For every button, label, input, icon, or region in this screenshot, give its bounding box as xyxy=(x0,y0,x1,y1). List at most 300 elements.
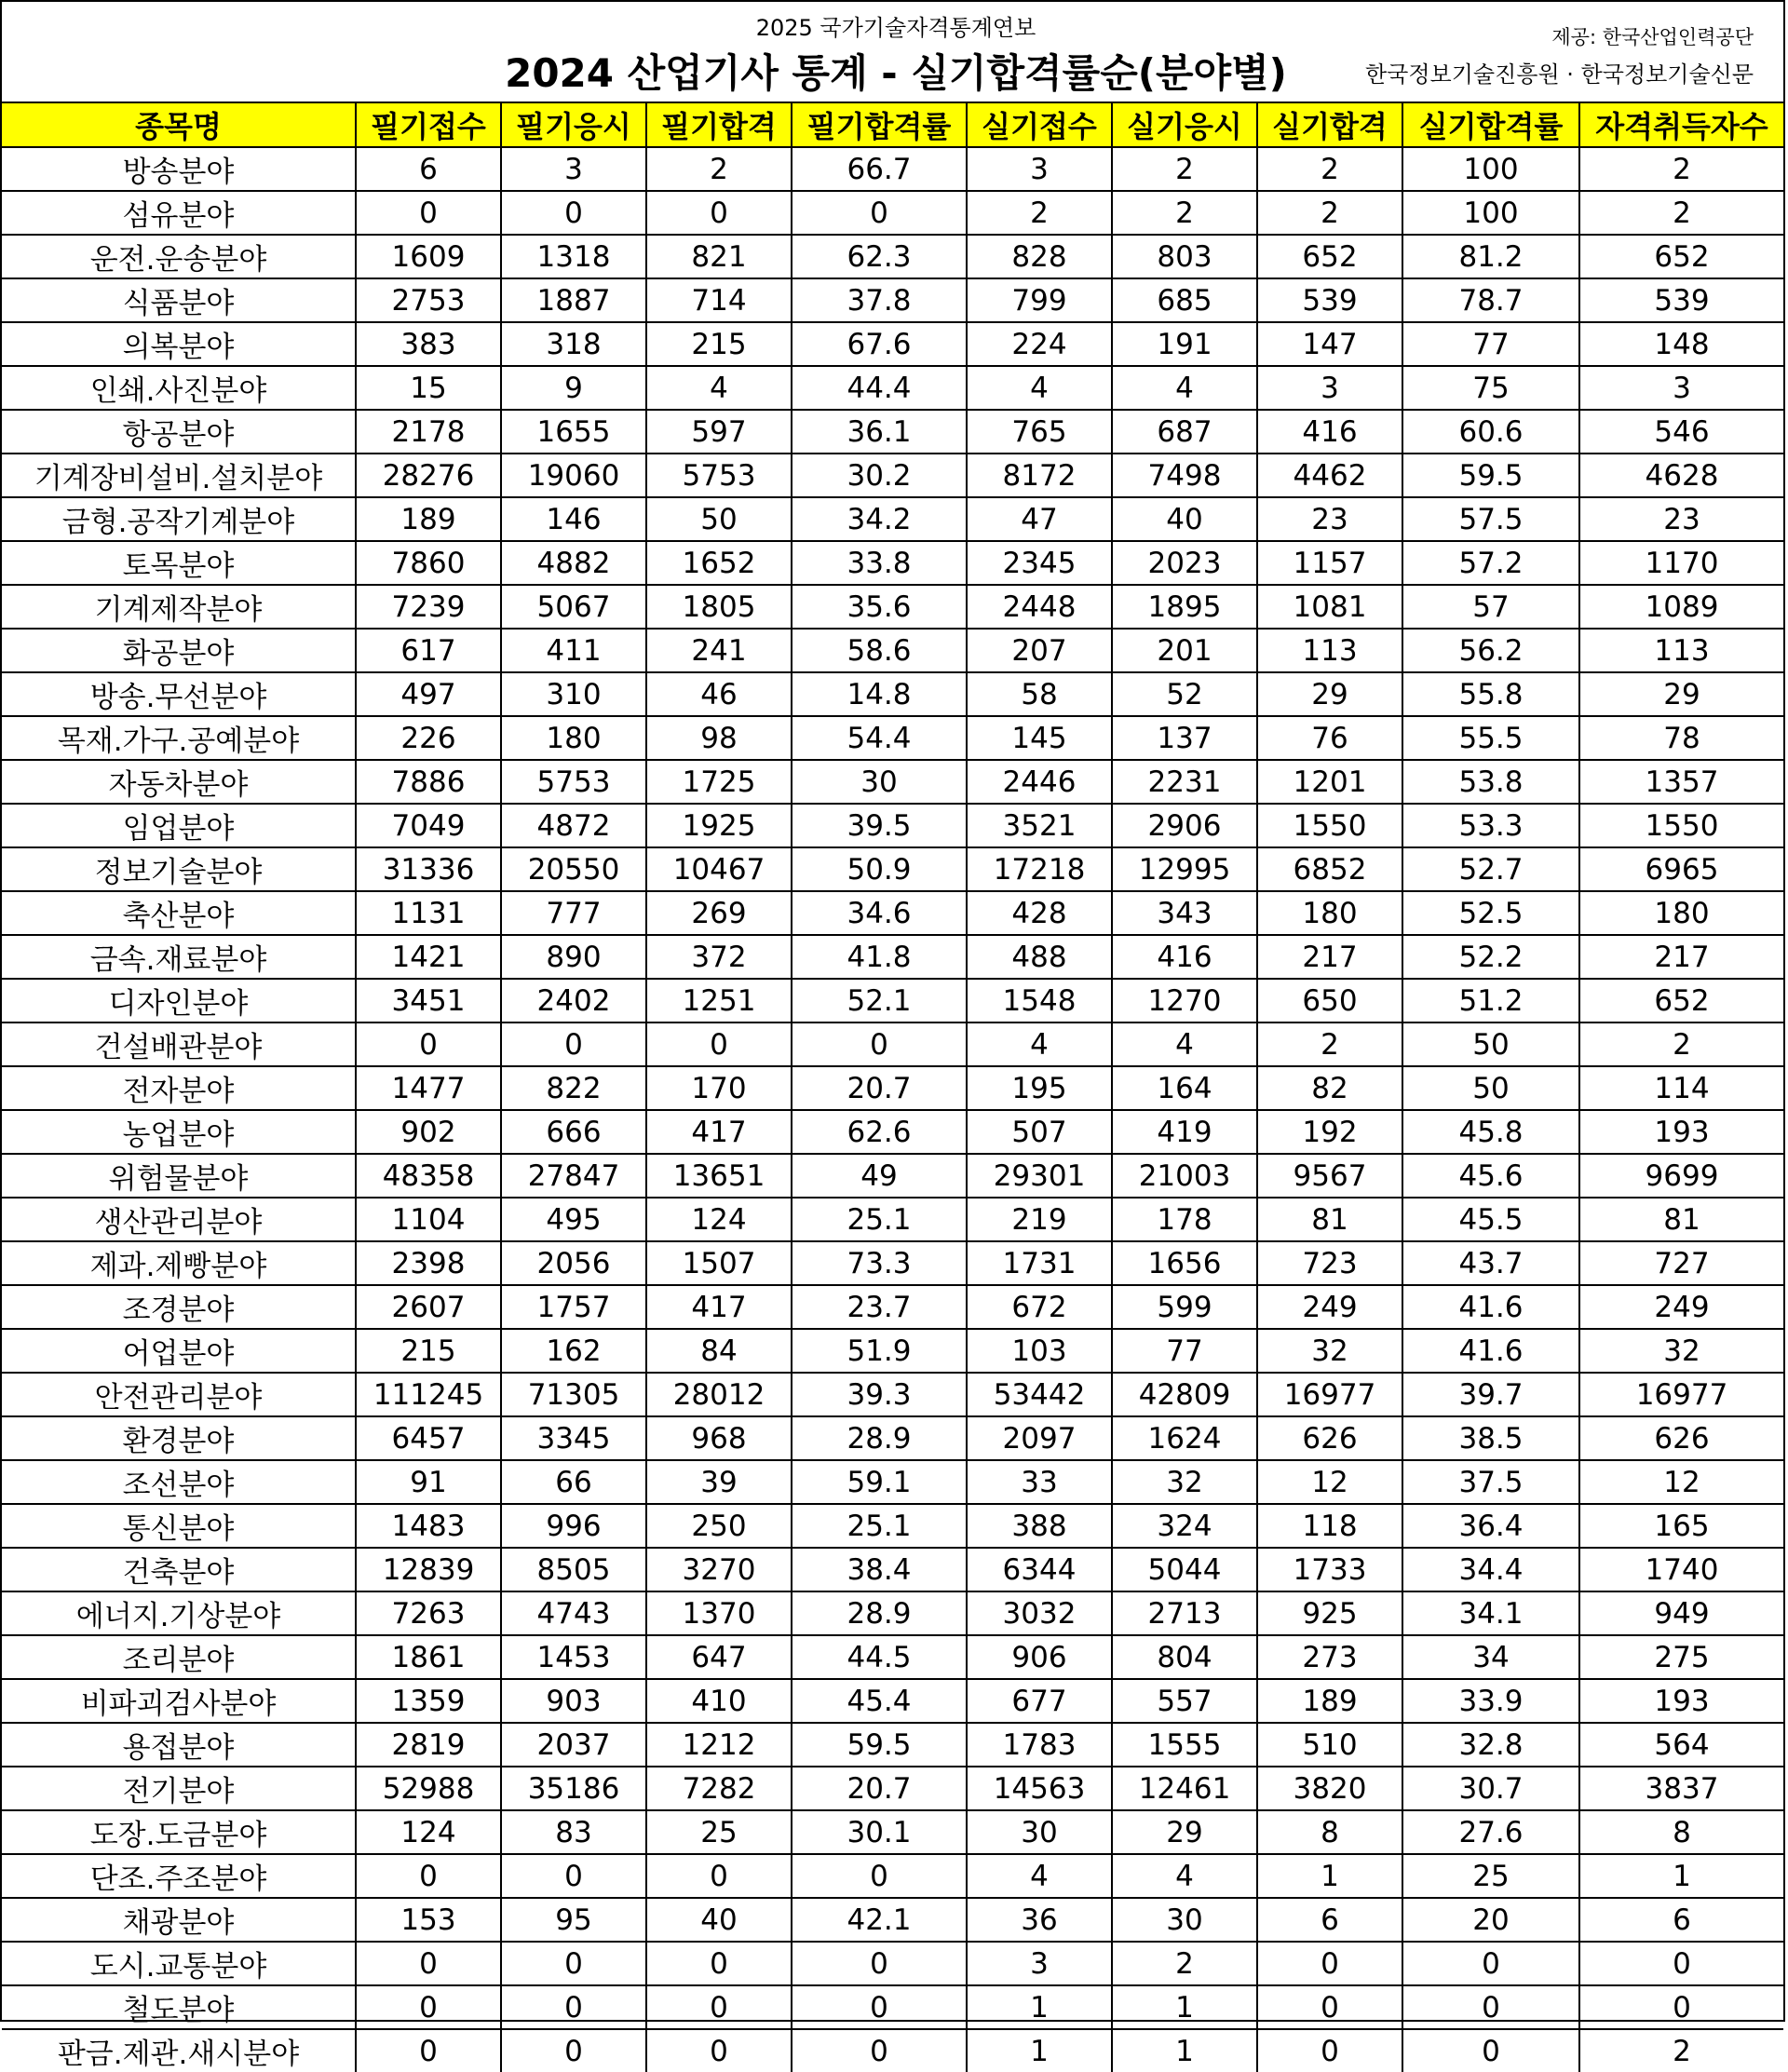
value-cell: 43.7 xyxy=(1402,1241,1579,1285)
value-cell: 318 xyxy=(501,322,646,366)
value-cell: 219 xyxy=(967,1198,1112,1241)
table-row xyxy=(2,847,1783,891)
value-cell: 925 xyxy=(1257,1591,1402,1635)
value-cell: 91 xyxy=(356,1460,501,1504)
value-cell: 41.6 xyxy=(1402,1329,1579,1373)
value-cell: 777 xyxy=(501,891,646,935)
value-cell: 78 xyxy=(1579,716,1783,760)
value-cell: 2448 xyxy=(967,585,1112,629)
value-cell: 0 xyxy=(1402,1985,1579,2029)
value-cell: 19060 xyxy=(501,454,646,497)
value-cell: 25 xyxy=(646,1810,792,1854)
value-cell: 7498 xyxy=(1112,454,1257,497)
value-cell: 153 xyxy=(356,1898,501,1942)
value-cell: 55.8 xyxy=(1402,672,1579,716)
value-cell: 4 xyxy=(646,366,792,410)
category-name-cell: 항공분야 xyxy=(2,410,356,454)
value-cell: 3820 xyxy=(1257,1767,1402,1810)
value-cell: 32.8 xyxy=(1402,1723,1579,1767)
value-cell: 53.3 xyxy=(1402,804,1579,847)
category-name-cell: 조선분야 xyxy=(2,1460,356,1504)
value-cell: 0 xyxy=(1257,1985,1402,2029)
table-row xyxy=(2,1329,1783,1373)
value-cell: 416 xyxy=(1257,410,1402,454)
value-cell: 189 xyxy=(356,497,501,541)
category-name-cell: 축산분야 xyxy=(2,891,356,935)
value-cell: 81.2 xyxy=(1402,235,1579,278)
table-row xyxy=(2,1110,1783,1154)
column-header: 필기합격 xyxy=(646,103,792,147)
value-cell: 34 xyxy=(1402,1635,1579,1679)
value-cell: 495 xyxy=(501,1198,646,1241)
value-cell: 23 xyxy=(1257,497,1402,541)
value-cell: 3 xyxy=(967,147,1112,191)
value-cell: 1548 xyxy=(967,979,1112,1022)
value-cell: 1270 xyxy=(1112,979,1257,1022)
category-name-cell: 통신분야 xyxy=(2,1504,356,1548)
value-cell: 599 xyxy=(1112,1285,1257,1329)
value-cell: 0 xyxy=(1257,1942,1402,1985)
value-cell: 30.2 xyxy=(792,454,967,497)
value-cell: 1483 xyxy=(356,1504,501,1548)
value-cell: 52.1 xyxy=(792,979,967,1022)
value-cell: 968 xyxy=(646,1416,792,1460)
category-name-cell: 토목분야 xyxy=(2,541,356,585)
value-cell: 1170 xyxy=(1579,541,1783,585)
value-cell: 417 xyxy=(646,1110,792,1154)
value-cell: 372 xyxy=(646,935,792,979)
table-row xyxy=(2,1066,1783,1110)
value-cell: 27.6 xyxy=(1402,1810,1579,1854)
category-name-cell: 화공분야 xyxy=(2,629,356,672)
value-cell: 0 xyxy=(356,1854,501,1898)
value-cell: 417 xyxy=(646,1285,792,1329)
value-cell: 1131 xyxy=(356,891,501,935)
value-cell: 324 xyxy=(1112,1504,1257,1548)
value-cell: 217 xyxy=(1257,935,1402,979)
value-cell: 0 xyxy=(646,1942,792,1985)
value-cell: 996 xyxy=(501,1504,646,1548)
value-cell: 2402 xyxy=(501,979,646,1022)
value-cell: 3 xyxy=(501,147,646,191)
value-cell: 3345 xyxy=(501,1416,646,1460)
value-cell: 6344 xyxy=(967,1548,1112,1591)
value-cell: 35186 xyxy=(501,1767,646,1810)
table-row xyxy=(2,1285,1783,1329)
value-cell: 3451 xyxy=(356,979,501,1022)
table-row xyxy=(2,2029,1783,2072)
value-cell: 2 xyxy=(1579,191,1783,235)
value-cell: 28012 xyxy=(646,1373,792,1416)
value-cell: 1656 xyxy=(1112,1241,1257,1285)
value-cell: 2713 xyxy=(1112,1591,1257,1635)
value-cell: 4628 xyxy=(1579,454,1783,497)
value-cell: 1477 xyxy=(356,1066,501,1110)
value-cell: 44.5 xyxy=(792,1635,967,1679)
value-cell: 906 xyxy=(967,1635,1112,1679)
value-cell: 510 xyxy=(1257,1723,1402,1767)
value-cell: 193 xyxy=(1579,1110,1783,1154)
value-cell: 53.8 xyxy=(1402,760,1579,804)
value-cell: 2906 xyxy=(1112,804,1257,847)
value-cell: 50 xyxy=(646,497,792,541)
value-cell: 804 xyxy=(1112,1635,1257,1679)
value-cell: 1370 xyxy=(646,1591,792,1635)
category-name-cell: 전자분야 xyxy=(2,1066,356,1110)
value-cell: 180 xyxy=(1257,891,1402,935)
category-name-cell: 건축분야 xyxy=(2,1548,356,1591)
value-cell: 215 xyxy=(356,1329,501,1373)
value-cell: 4 xyxy=(967,1022,1112,1066)
value-cell: 66 xyxy=(501,1460,646,1504)
category-name-cell: 위험물분야 xyxy=(2,1154,356,1198)
category-name-cell: 환경분야 xyxy=(2,1416,356,1460)
value-cell: 40 xyxy=(1112,497,1257,541)
value-cell: 1089 xyxy=(1579,585,1783,629)
value-cell: 217 xyxy=(1579,935,1783,979)
value-cell: 428 xyxy=(967,891,1112,935)
value-cell: 48358 xyxy=(356,1154,501,1198)
value-cell: 7860 xyxy=(356,541,501,585)
value-cell: 29301 xyxy=(967,1154,1112,1198)
value-cell: 29 xyxy=(1579,672,1783,716)
value-cell: 29 xyxy=(1112,1810,1257,1854)
table-row xyxy=(2,1767,1783,1810)
value-cell: 666 xyxy=(501,1110,646,1154)
value-cell: 1 xyxy=(1257,1854,1402,1898)
table-row xyxy=(2,1504,1783,1548)
value-cell: 1507 xyxy=(646,1241,792,1285)
value-cell: 45.8 xyxy=(1402,1110,1579,1154)
value-cell: 6 xyxy=(1579,1898,1783,1942)
value-cell: 46 xyxy=(646,672,792,716)
category-name-cell: 도장.도금분야 xyxy=(2,1810,356,1854)
value-cell: 0 xyxy=(792,1854,967,1898)
value-cell: 250 xyxy=(646,1504,792,1548)
value-cell: 73.3 xyxy=(792,1241,967,1285)
value-cell: 507 xyxy=(967,1110,1112,1154)
value-cell: 903 xyxy=(501,1679,646,1723)
value-cell: 6457 xyxy=(356,1416,501,1460)
value-cell: 51.9 xyxy=(792,1329,967,1373)
value-cell: 58 xyxy=(967,672,1112,716)
value-cell: 49 xyxy=(792,1154,967,1198)
value-cell: 42.1 xyxy=(792,1898,967,1942)
category-name-cell: 자동차분야 xyxy=(2,760,356,804)
value-cell: 2 xyxy=(1579,147,1783,191)
value-cell: 53442 xyxy=(967,1373,1112,1416)
value-cell: 416 xyxy=(1112,935,1257,979)
value-cell: 1453 xyxy=(501,1635,646,1679)
value-cell: 9699 xyxy=(1579,1154,1783,1198)
value-cell: 12839 xyxy=(356,1548,501,1591)
value-cell: 539 xyxy=(1257,278,1402,322)
value-cell: 2 xyxy=(1579,1022,1783,1066)
value-cell: 902 xyxy=(356,1110,501,1154)
category-name-cell: 에너지.기상분야 xyxy=(2,1591,356,1635)
value-cell: 0 xyxy=(1257,2029,1402,2072)
value-cell: 148 xyxy=(1579,322,1783,366)
value-cell: 9 xyxy=(501,366,646,410)
category-name-cell: 농업분야 xyxy=(2,1110,356,1154)
category-name-cell: 도시.교통분야 xyxy=(2,1942,356,1985)
value-cell: 0 xyxy=(1579,1985,1783,2029)
column-header: 실기접수 xyxy=(967,103,1112,147)
source-publishers: 한국정보기술진흥원 · 한국정보기술신문 xyxy=(1364,61,1754,88)
column-header: 필기합격률 xyxy=(792,103,967,147)
value-cell: 1757 xyxy=(501,1285,646,1329)
value-cell: 714 xyxy=(646,278,792,322)
value-cell: 4 xyxy=(1112,1022,1257,1066)
value-cell: 32 xyxy=(1257,1329,1402,1373)
table-row xyxy=(2,1416,1783,1460)
value-cell: 2 xyxy=(1112,191,1257,235)
value-cell: 81 xyxy=(1257,1198,1402,1241)
column-header: 자격취득자수 xyxy=(1579,103,1783,147)
table-row xyxy=(2,1898,1783,1942)
value-cell: 20.7 xyxy=(792,1767,967,1810)
value-cell: 39.7 xyxy=(1402,1373,1579,1416)
value-cell: 224 xyxy=(967,322,1112,366)
value-cell: 0 xyxy=(501,191,646,235)
value-cell: 25.1 xyxy=(792,1198,967,1241)
value-cell: 249 xyxy=(1579,1285,1783,1329)
value-cell: 617 xyxy=(356,629,501,672)
value-cell: 0 xyxy=(356,1985,501,2029)
value-cell: 8 xyxy=(1257,1810,1402,1854)
table-row xyxy=(2,1373,1783,1416)
value-cell: 226 xyxy=(356,716,501,760)
value-cell: 195 xyxy=(967,1066,1112,1110)
category-name-cell: 인쇄.사진분야 xyxy=(2,366,356,410)
value-cell: 1081 xyxy=(1257,585,1402,629)
category-name-cell: 금속.재료분야 xyxy=(2,935,356,979)
column-header: 필기접수 xyxy=(356,103,501,147)
value-cell: 1 xyxy=(1579,1854,1783,1898)
value-cell: 28.9 xyxy=(792,1591,967,1635)
value-cell: 0 xyxy=(501,1942,646,1985)
value-cell: 7886 xyxy=(356,760,501,804)
value-cell: 647 xyxy=(646,1635,792,1679)
table-row xyxy=(2,672,1783,716)
value-cell: 20550 xyxy=(501,847,646,891)
value-cell: 39.5 xyxy=(792,804,967,847)
value-cell: 28.9 xyxy=(792,1416,967,1460)
value-cell: 29 xyxy=(1257,672,1402,716)
value-cell: 765 xyxy=(967,410,1112,454)
value-cell: 6852 xyxy=(1257,847,1402,891)
value-cell: 67.6 xyxy=(792,322,967,366)
table-row xyxy=(2,541,1783,585)
table-row xyxy=(2,1198,1783,1241)
value-cell: 2 xyxy=(967,191,1112,235)
value-cell: 6 xyxy=(1257,1898,1402,1942)
value-cell: 1655 xyxy=(501,410,646,454)
value-cell: 6 xyxy=(356,147,501,191)
value-cell: 3 xyxy=(967,1942,1112,1985)
value-cell: 33 xyxy=(967,1460,1112,1504)
value-cell: 192 xyxy=(1257,1110,1402,1154)
value-cell: 650 xyxy=(1257,979,1402,1022)
value-cell: 2023 xyxy=(1112,541,1257,585)
value-cell: 28276 xyxy=(356,454,501,497)
value-cell: 2 xyxy=(1579,2029,1783,2072)
value-cell: 1 xyxy=(1112,1985,1257,2029)
value-cell: 20.7 xyxy=(792,1066,967,1110)
value-cell: 39 xyxy=(646,1460,792,1504)
table-row xyxy=(2,1810,1783,1854)
value-cell: 84 xyxy=(646,1329,792,1373)
table-row xyxy=(2,760,1783,804)
value-cell: 0 xyxy=(646,1854,792,1898)
value-cell: 15 xyxy=(356,366,501,410)
value-cell: 37.8 xyxy=(792,278,967,322)
value-cell: 81 xyxy=(1579,1198,1783,1241)
value-cell: 241 xyxy=(646,629,792,672)
value-cell: 4882 xyxy=(501,541,646,585)
value-cell: 189 xyxy=(1257,1679,1402,1723)
value-cell: 0 xyxy=(792,2029,967,2072)
value-cell: 113 xyxy=(1257,629,1402,672)
value-cell: 23 xyxy=(1579,497,1783,541)
value-cell: 47 xyxy=(967,497,1112,541)
value-cell: 71305 xyxy=(501,1373,646,1416)
value-cell: 34.4 xyxy=(1402,1548,1579,1591)
value-cell: 0 xyxy=(356,1022,501,1066)
value-cell: 2231 xyxy=(1112,760,1257,804)
value-cell: 7239 xyxy=(356,585,501,629)
value-cell: 1731 xyxy=(967,1241,1112,1285)
value-cell: 42809 xyxy=(1112,1373,1257,1416)
value-cell: 30 xyxy=(792,760,967,804)
category-name-cell: 디자인분야 xyxy=(2,979,356,1022)
value-cell: 162 xyxy=(501,1329,646,1373)
column-header: 필기응시 xyxy=(501,103,646,147)
value-cell: 36 xyxy=(967,1898,1112,1942)
table-row xyxy=(2,1985,1783,2029)
value-cell: 100 xyxy=(1402,147,1579,191)
value-cell: 50 xyxy=(1402,1022,1579,1066)
category-name-cell: 정보기술분야 xyxy=(2,847,356,891)
value-cell: 2446 xyxy=(967,760,1112,804)
value-cell: 54.4 xyxy=(792,716,967,760)
value-cell: 56.2 xyxy=(1402,629,1579,672)
value-cell: 178 xyxy=(1112,1198,1257,1241)
value-cell: 34.6 xyxy=(792,891,967,935)
category-name-cell: 안전관리분야 xyxy=(2,1373,356,1416)
value-cell: 33.9 xyxy=(1402,1679,1579,1723)
value-cell: 310 xyxy=(501,672,646,716)
value-cell: 13651 xyxy=(646,1154,792,1198)
value-cell: 0 xyxy=(501,1022,646,1066)
value-cell: 57 xyxy=(1402,585,1579,629)
category-name-cell: 목재.가구.공예분야 xyxy=(2,716,356,760)
value-cell: 52988 xyxy=(356,1767,501,1810)
value-cell: 8 xyxy=(1579,1810,1783,1854)
value-cell: 1104 xyxy=(356,1198,501,1241)
value-cell: 4462 xyxy=(1257,454,1402,497)
value-cell: 2 xyxy=(1257,191,1402,235)
value-cell: 821 xyxy=(646,235,792,278)
value-cell: 52 xyxy=(1112,672,1257,716)
value-cell: 36.4 xyxy=(1402,1504,1579,1548)
table-row xyxy=(2,629,1783,672)
value-cell: 0 xyxy=(646,1985,792,2029)
value-cell: 0 xyxy=(356,1942,501,1985)
value-cell: 137 xyxy=(1112,716,1257,760)
category-name-cell: 제과.제빵분야 xyxy=(2,1241,356,1285)
table-body xyxy=(2,147,1783,2072)
category-name-cell: 건설배관분야 xyxy=(2,1022,356,1066)
value-cell: 50 xyxy=(1402,1066,1579,1110)
value-cell: 275 xyxy=(1579,1635,1783,1679)
value-cell: 25 xyxy=(1402,1854,1579,1898)
category-name-cell: 철도분야 xyxy=(2,1985,356,2029)
value-cell: 1421 xyxy=(356,935,501,979)
table-row xyxy=(2,935,1783,979)
value-cell: 37.5 xyxy=(1402,1460,1579,1504)
sheet-header xyxy=(2,2,1783,103)
value-cell: 2819 xyxy=(356,1723,501,1767)
value-cell: 0 xyxy=(646,2029,792,2072)
value-cell: 98 xyxy=(646,716,792,760)
yearbook-subtitle: 2025 국가기술자격통계연보 xyxy=(755,15,1036,41)
value-cell: 6965 xyxy=(1579,847,1783,891)
value-cell: 5044 xyxy=(1112,1548,1257,1591)
value-cell: 1359 xyxy=(356,1679,501,1723)
value-cell: 0 xyxy=(792,1022,967,1066)
value-cell: 4872 xyxy=(501,804,646,847)
value-cell: 4 xyxy=(1112,366,1257,410)
value-cell: 3 xyxy=(1579,366,1783,410)
value-cell: 44.4 xyxy=(792,366,967,410)
value-cell: 170 xyxy=(646,1066,792,1110)
value-cell: 75 xyxy=(1402,366,1579,410)
value-cell: 677 xyxy=(967,1679,1112,1723)
header-row xyxy=(2,103,1783,147)
table-row xyxy=(2,891,1783,935)
value-cell: 0 xyxy=(356,2029,501,2072)
value-cell: 687 xyxy=(1112,410,1257,454)
value-cell: 3032 xyxy=(967,1591,1112,1635)
table-row xyxy=(2,366,1783,410)
table-row xyxy=(2,454,1783,497)
value-cell: 180 xyxy=(1579,891,1783,935)
value-cell: 52.5 xyxy=(1402,891,1579,935)
value-cell: 51.2 xyxy=(1402,979,1579,1022)
value-cell: 4743 xyxy=(501,1591,646,1635)
value-cell: 201 xyxy=(1112,629,1257,672)
table-row xyxy=(2,1154,1783,1198)
value-cell: 146 xyxy=(501,497,646,541)
category-name-cell: 금형.공작기계분야 xyxy=(2,497,356,541)
value-cell: 2 xyxy=(1257,1022,1402,1066)
value-cell: 273 xyxy=(1257,1635,1402,1679)
value-cell: 803 xyxy=(1112,235,1257,278)
category-name-cell: 운전.운송분야 xyxy=(2,235,356,278)
category-name-cell: 방송.무선분야 xyxy=(2,672,356,716)
value-cell: 215 xyxy=(646,322,792,366)
value-cell: 30 xyxy=(967,1810,1112,1854)
value-cell: 2 xyxy=(1112,147,1257,191)
value-cell: 1 xyxy=(967,2029,1112,2072)
value-cell: 388 xyxy=(967,1504,1112,1548)
value-cell: 2 xyxy=(646,147,792,191)
value-cell: 59.5 xyxy=(792,1723,967,1767)
table-row xyxy=(2,1022,1783,1066)
value-cell: 83 xyxy=(501,1810,646,1854)
value-cell: 45.6 xyxy=(1402,1154,1579,1198)
